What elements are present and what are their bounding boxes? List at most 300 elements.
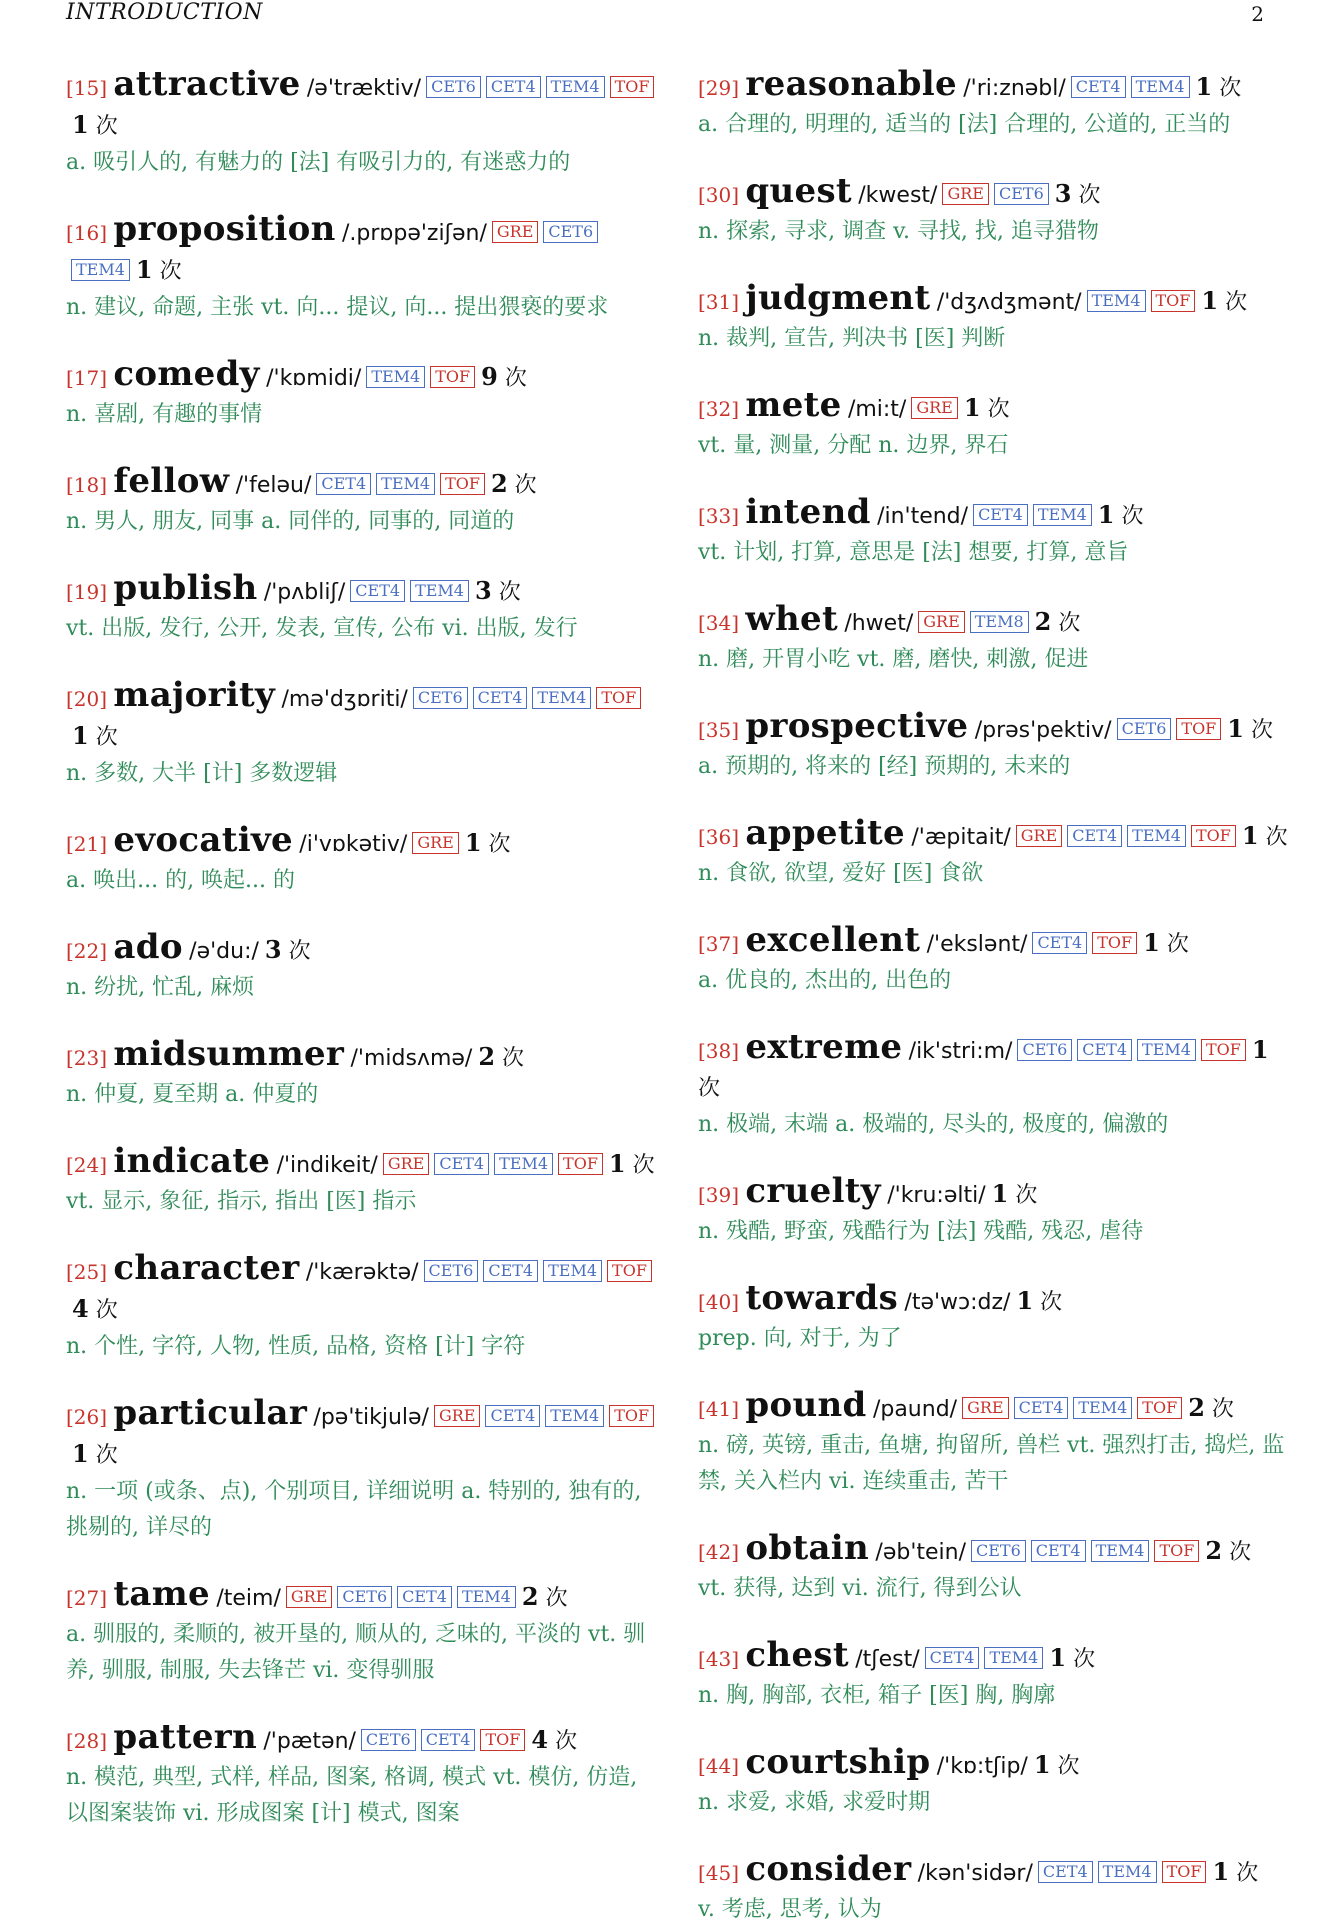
page-number: 2 [1251,2,1264,26]
exam-tag: TEM4 [1073,1397,1132,1419]
definition: n. 磨, 开胃小吃 vt. 磨, 磨快, 刺激, 促进 [698,647,1089,672]
count-value: 1 [1212,1857,1230,1886]
vocab-entry [698,815,1288,892]
entry-number: [38] [698,1039,740,1063]
headword: appetite [745,813,905,853]
vocab-entry [698,601,1288,678]
occurrence-count [72,1294,118,1323]
entry-head [66,1576,656,1617]
vocab-entry [698,1744,1288,1821]
occurrence-count [481,362,527,391]
headword: fellow [113,461,230,501]
entry-number: [33] [698,504,740,528]
count-value: 9 [481,362,498,391]
exam-tag: TOF [596,687,641,709]
occurrence-count [490,469,537,498]
count-value: 1 [1143,928,1160,957]
occurrence-count [1188,1393,1234,1422]
entry-number: [23] [66,1046,108,1070]
exam-tag: CET6 [971,1540,1026,1562]
phonetic: /'pætən/ [263,1729,356,1754]
exam-tag: TOF [1154,1540,1199,1562]
headword: towards [745,1278,899,1318]
vocab-entry [66,1250,656,1365]
exam-tag: TEM4 [457,1586,516,1608]
entry-head [698,601,1288,642]
exam-tag: CET4 [473,687,528,709]
exam-tag: TEM4 [410,580,469,602]
definition: a. 驯服的, 柔顺的, 被开垦的, 顺从的, 乏味的, 平淡的 vt. 驯养, 驯服, 制服, 失去锋芒 vi. 变得驯服 [66,1622,646,1683]
entry-head [66,570,656,611]
count-value: 4 [531,1725,549,1754]
phonetic: /kwest/ [858,183,938,208]
exam-tag: CET6 [543,221,598,243]
occurrence-count [1241,821,1288,850]
exam-tag: TEM4 [1137,1039,1196,1061]
phonetic: /'dʒʌdʒmənt/ [936,290,1082,315]
exam-tag: CET4 [1038,1861,1093,1883]
definition: v. 考虑, 思考, 认为 [698,1897,882,1922]
exam-tag: TEM4 [543,1260,602,1282]
entry-head [698,1280,1288,1321]
entry-number: [45] [698,1861,740,1885]
exam-tag: CET6 [426,76,481,98]
headword: quest [745,171,852,211]
entry-number: [17] [66,366,108,390]
entry-number: [40] [698,1290,740,1314]
count-unit: 次 [1229,1540,1252,1565]
count-value: 1 [135,255,153,284]
headword: reasonable [745,64,957,104]
phonetic: /tʃest/ [855,1647,920,1672]
headword: comedy [113,354,260,394]
entry-head [66,1719,656,1760]
exam-tag: CET6 [994,183,1049,205]
exam-tag: GRE [962,1397,1009,1419]
phonetic: /'kærəktə/ [305,1260,419,1285]
vocab-entry [66,677,656,792]
entry-number: [39] [698,1183,740,1207]
right-column [698,66,1288,1928]
headword: consider [745,1849,912,1889]
occurrence-count [464,828,511,857]
entry-head [66,677,656,756]
vocab-entry [698,1387,1288,1500]
exam-tag: TOF [1201,1039,1246,1061]
exam-tag: CET6 [424,1260,479,1282]
phonetic: /'kɒ:tʃip/ [936,1754,1028,1779]
phonetic: /mə'dʒɒriti/ [281,687,408,712]
occurrence-count [1054,179,1101,208]
definition: n. 残酷, 野蛮, 残酷行为 [法] 残酷, 残忍, 虐待 [698,1219,1144,1244]
exam-tag: TEM4 [1131,76,1190,98]
exam-tag: TEM8 [970,611,1029,633]
entry-number: [36] [698,825,740,849]
headword: courtship [745,1742,931,1782]
vocab-entry [66,570,656,647]
vocab-entry [698,922,1288,999]
entry-head [698,280,1288,321]
count-unit: 次 [1078,183,1101,208]
vocab-entry [66,822,656,899]
count-value: 2 [521,1582,539,1611]
phonetic: /'æpitait/ [911,825,1011,850]
exam-tag: CET4 [1077,1039,1132,1061]
definition: n. 磅, 英镑, 重击, 鱼塘, 拘留所, 兽栏 vt. 强烈打击, 捣烂, 监禁, 关入栏内 vi. 连续重击, 苦干 [698,1433,1285,1494]
exam-tag: TOF [607,1260,652,1282]
exam-tag: TEM4 [546,76,605,98]
count-value: 1 [72,1439,89,1468]
occurrence-count [478,1042,525,1071]
entry-number: [43] [698,1647,740,1671]
definition: n. 裁判, 宣告, 判决书 [医] 判断 [698,326,1006,351]
exam-tag: TOF [558,1153,603,1175]
headword: cruelty [745,1171,881,1211]
headword: chest [745,1635,849,1675]
definition: a. 唤出... 的, 唤起... 的 [66,868,296,893]
exam-tag: CET4 [1032,932,1087,954]
exam-tag: CET4 [925,1647,980,1669]
occurrence-count [72,1439,118,1468]
exam-tag: GRE [412,832,459,854]
vocab-entry [66,66,656,181]
vocab-entry [698,1637,1288,1714]
exam-tag: CET4 [350,580,405,602]
headword: evocative [113,820,293,860]
entry-head [66,1143,656,1184]
count-unit: 次 [1121,504,1144,529]
entry-number: [35] [698,718,740,742]
occurrence-count [531,1725,578,1754]
definition: n. 食欲, 欲望, 爱好 [医] 食欲 [698,861,984,886]
exam-tag: TOF [1092,932,1137,954]
exam-tag: TEM4 [532,687,591,709]
count-unit: 次 [95,1298,118,1323]
phonetic: /prəs'pektiv/ [974,718,1112,743]
exam-tag: TOF [1162,1861,1207,1883]
phonetic: /in'tend/ [877,504,969,529]
phonetic: /kən'sidər/ [917,1861,1033,1886]
exam-tag: TOF [480,1729,525,1751]
entry-head [698,1744,1288,1785]
exam-tag: CET4 [316,473,371,495]
exam-tag: TEM4 [1091,1540,1150,1562]
entry-number: [29] [698,76,740,100]
vocab-entry [66,356,656,433]
exam-tag: TEM4 [366,366,425,388]
phonetic: /ə'du:/ [189,939,259,964]
definition: n. 探索, 寻求, 调查 v. 寻找, 找, 追寻猎物 [698,219,1099,244]
entry-number: [41] [698,1397,740,1421]
exam-tag: GRE [942,183,989,205]
entry-head [698,66,1288,107]
count-value: 2 [478,1042,496,1071]
count-value: 4 [72,1294,89,1323]
exam-tag: CET6 [337,1586,392,1608]
count-value: 1 [1049,1643,1067,1672]
headword: obtain [745,1528,870,1568]
exam-tag: CET4 [483,1260,538,1282]
entry-number: [28] [66,1729,108,1753]
definition: n. 男人, 朋友, 同事 a. 同伴的, 同事的, 同道的 [66,509,515,534]
definition: n. 模范, 典型, 式样, 样品, 图案, 格调, 模式 vt. 模仿, 仿造, 以图案装饰 vi. 形成图案 [计] 模式, 图案 [66,1765,638,1826]
definition: n. 极端, 末端 a. 极端的, 尽头的, 极度的, 偏激的 [698,1112,1169,1137]
occurrence-count [521,1582,568,1611]
exam-tag: TEM4 [1033,504,1092,526]
count-value: 1 [1097,500,1115,529]
entry-head [66,1395,656,1474]
count-value: 1 [72,721,89,750]
phonetic: /i'vɒkətiv/ [299,832,408,857]
exam-tag: TEM4 [1098,1861,1157,1883]
phonetic: /teim/ [216,1586,281,1611]
entry-number: [20] [66,687,108,711]
exam-tag: CET4 [397,1586,452,1608]
vocab-entry [66,1036,656,1113]
headword: character [113,1248,300,1288]
headword: publish [113,568,258,608]
phonetic: /hwet/ [844,611,914,636]
definition: n. 仲夏, 夏至期 a. 仲夏的 [66,1082,319,1107]
exam-tag: TOF [430,366,475,388]
count-unit: 次 [1058,611,1081,636]
vocab-entry [698,1851,1288,1928]
left-column [66,66,656,1832]
occurrence-count [1143,928,1189,957]
occurrence-count [1097,500,1144,529]
count-unit: 次 [498,580,521,605]
definition: n. 喜剧, 有趣的事情 [66,402,263,427]
count-unit: 次 [502,1046,525,1071]
vocab-entry [66,1576,656,1689]
entry-number: [26] [66,1405,108,1429]
entry-number: [18] [66,473,108,497]
phonetic: /paund/ [872,1397,958,1422]
headword: pound [745,1385,867,1425]
vocab-entry [66,1395,656,1546]
entry-head [698,1029,1288,1107]
exam-tag: GRE [1016,825,1063,847]
definition: a. 优良的, 杰出的, 出色的 [698,968,952,993]
exam-tag: TOF [1151,290,1196,312]
entry-head [698,1851,1288,1892]
definition: n. 个性, 字符, 人物, 性质, 品格, 资格 [计] 字符 [66,1334,526,1359]
entry-head [66,463,656,504]
exam-tag: GRE [383,1153,430,1175]
exam-tag: GRE [286,1586,333,1608]
exam-tag: TEM4 [984,1647,1043,1669]
occurrence-count [72,721,118,750]
entry-number: [42] [698,1540,740,1564]
count-unit: 次 [1057,1754,1080,1779]
exam-tag: CET4 [1067,825,1122,847]
count-value: 1 [991,1179,1009,1208]
exam-tag: TEM4 [494,1153,553,1175]
phonetic: /'ri:znəbl/ [963,76,1066,101]
vocab-entry [66,929,656,1006]
exam-tag: TOF [610,76,655,98]
phonetic: /'indikeit/ [276,1153,378,1178]
definition: vt. 获得, 达到 vi. 流行, 得到公认 [698,1576,1022,1601]
count-value: 1 [1033,1750,1051,1779]
entry-number: [44] [698,1754,740,1778]
entry-head [698,387,1288,428]
occurrence-count [963,393,1010,422]
occurrence-count [72,110,118,139]
count-unit: 次 [1225,290,1248,315]
entry-number: [32] [698,397,740,421]
headword: whet [745,599,838,639]
entry-head [698,815,1288,856]
count-unit: 次 [698,1076,721,1101]
entry-number: [24] [66,1153,108,1177]
occurrence-count [1205,1536,1252,1565]
entry-head [66,211,656,290]
count-value: 3 [474,576,492,605]
count-value: 1 [608,1149,626,1178]
definition: vt. 出版, 发行, 公开, 发表, 宣传, 公布 vi. 出版, 发行 [66,616,578,641]
phonetic: /.prɒpə'ziʃən/ [341,221,487,246]
count-value: 1 [1251,1035,1269,1064]
count-value: 1 [72,110,89,139]
count-unit: 次 [1265,825,1288,850]
exam-tag: TOF [1191,825,1236,847]
entry-number: [31] [698,290,740,314]
count-unit: 次 [1236,1861,1259,1886]
count-unit: 次 [1219,76,1242,101]
phonetic: /'ekslənt/ [926,932,1028,957]
occurrence-count [1195,72,1242,101]
entry-head [698,494,1288,535]
count-value: 2 [1188,1393,1205,1422]
exam-tag: TEM4 [376,473,435,495]
entry-head [698,708,1288,749]
exam-tag: TEM4 [545,1405,604,1427]
phonetic: /'kɒmidi/ [266,366,362,391]
entry-head [66,66,656,145]
entry-number: [19] [66,580,108,604]
count-unit: 次 [1250,718,1273,743]
count-unit: 次 [159,259,182,284]
entry-head [698,1173,1288,1214]
definition: vt. 计划, 打算, 意思是 [法] 想要, 打算, 意旨 [698,540,1129,565]
definition: a. 吸引人的, 有魅力的 [法] 有吸引力的, 有迷惑力的 [66,150,571,175]
headword: indicate [113,1141,271,1181]
occurrence-count [608,1149,655,1178]
vocab-entry [698,66,1288,143]
count-unit: 次 [95,725,118,750]
count-value: 2 [1205,1536,1223,1565]
count-value: 1 [1195,72,1213,101]
entry-head [66,356,656,397]
occurrence-count [1227,714,1273,743]
count-unit: 次 [288,939,311,964]
occurrence-count [1049,1643,1096,1672]
count-unit: 次 [1211,1397,1234,1422]
exam-tag: TOF [1176,718,1221,740]
exam-tag: CET4 [973,504,1028,526]
headword: attractive [113,64,301,104]
running-head: INTRODUCTION [66,0,263,25]
exam-tag: CET6 [1117,718,1172,740]
entry-head [698,1637,1288,1678]
definition: n. 纷扰, 忙乱, 麻烦 [66,975,255,1000]
phonetic: /'pʌbliʃ/ [263,580,346,605]
count-unit: 次 [1040,1290,1063,1315]
count-value: 2 [1034,607,1052,636]
exam-tag: CET4 [486,76,541,98]
occurrence-count [1034,607,1081,636]
exam-tag: CET4 [485,1405,540,1427]
occurrence-count [1212,1857,1259,1886]
definition: a. 合理的, 明理的, 适当的 [法] 合理的, 公道的, 正当的 [698,112,1231,137]
definition: a. 预期的, 将来的 [经] 预期的, 未来的 [698,754,1071,779]
exam-tag: CET4 [1071,76,1126,98]
exam-tag: TEM4 [1127,825,1186,847]
entry-head [698,1530,1288,1571]
count-value: 1 [963,393,981,422]
definition: vt. 显示, 象征, 指示, 指出 [医] 指示 [66,1189,417,1214]
phonetic: /pə'tikjulə/ [313,1405,429,1430]
phonetic: /'midsʌmə/ [350,1046,473,1071]
vocab-entry [698,1029,1288,1143]
entry-number: [25] [66,1260,108,1284]
count-unit: 次 [1073,1647,1096,1672]
phonetic: /ə'træktiv/ [306,76,422,101]
definition: n. 胸, 胸部, 衣柜, 箱子 [医] 胸, 胸廓 [698,1683,1056,1708]
count-unit: 次 [555,1729,578,1754]
vocab-entry [698,1173,1288,1250]
count-unit: 次 [987,397,1010,422]
headword: pattern [113,1717,258,1757]
occurrence-count [1033,1750,1080,1779]
definition: n. 建议, 命题, 主张 vt. 向... 提议, 向... 提出猥亵的要求 [66,295,609,320]
count-value: 1 [1201,286,1219,315]
entry-head [698,173,1288,214]
occurrence-count [135,255,182,284]
count-unit: 次 [632,1153,655,1178]
exam-tag: CET4 [434,1153,489,1175]
occurrence-count [474,576,521,605]
entry-head [66,822,656,863]
entry-number: [22] [66,939,108,963]
occurrence-count [1016,1286,1063,1315]
phonetic: /'kru:əlti/ [887,1183,986,1208]
headword: prospective [745,706,969,746]
entry-head [66,1036,656,1077]
headword: particular [113,1393,308,1433]
definition: n. 一项 (或条、点), 个别项目, 详细说明 a. 特别的, 独有的, 挑剔的, 详尽的 [66,1479,642,1540]
entry-head [698,1387,1288,1428]
entry-number: [21] [66,832,108,856]
headword: excellent [745,920,921,960]
entry-head [66,1250,656,1329]
vocab-entry [66,1143,656,1220]
exam-tag: CET4 [1031,1540,1086,1562]
exam-tag: CET4 [1014,1397,1069,1419]
exam-tag: TEM4 [71,259,130,281]
count-value: 2 [490,469,508,498]
entry-number: [30] [698,183,740,207]
headword: ado [113,927,183,967]
exam-tag: CET4 [421,1729,476,1751]
entry-head [66,929,656,970]
exam-tag: TOF [609,1405,654,1427]
count-value: 3 [1054,179,1072,208]
exam-tag: GRE [918,611,965,633]
count-value: 1 [464,828,482,857]
vocab-entry [698,708,1288,785]
